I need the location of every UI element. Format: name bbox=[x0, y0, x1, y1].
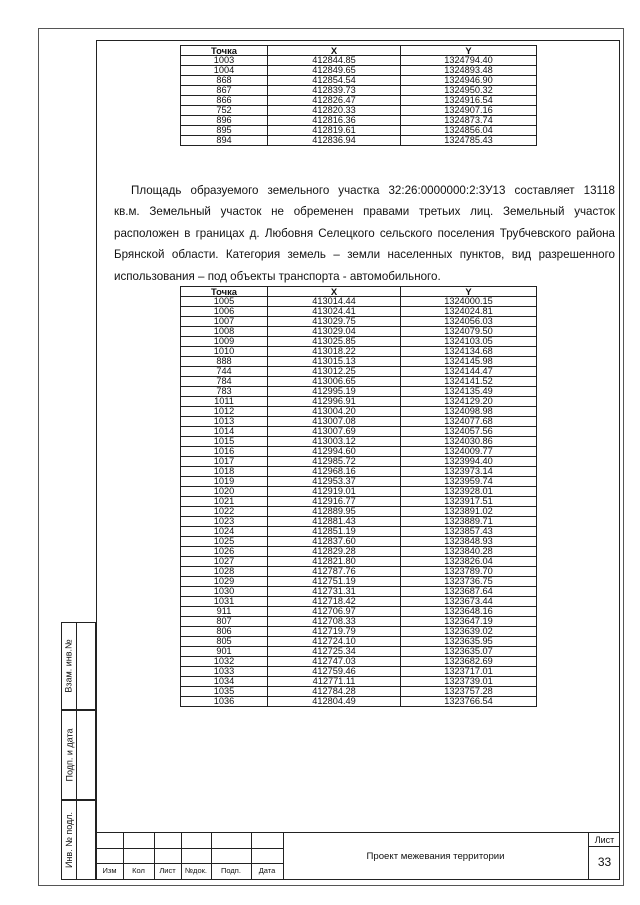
cell-point: 1013 bbox=[181, 417, 268, 427]
cell-x: 412816.36 bbox=[268, 116, 401, 126]
cell-y: 1323736.75 bbox=[401, 577, 537, 587]
cell-point: 1031 bbox=[181, 597, 268, 607]
cell-y: 1324079.50 bbox=[401, 327, 537, 337]
cell-point: 888 bbox=[181, 357, 268, 367]
cell-y: 1324907.16 bbox=[401, 106, 537, 116]
table-row bbox=[181, 567, 537, 577]
cell-x: 412836.94 bbox=[268, 136, 401, 146]
paragraph-line: кв.м. Земельный участок не обременен правами третьих лиц. Земельный участок bbox=[114, 205, 615, 219]
cell-point: 1010 bbox=[181, 347, 268, 357]
cell-x: 412747.03 bbox=[268, 657, 401, 667]
cell-point: 805 bbox=[181, 637, 268, 647]
cell-y: 1324129.20 bbox=[401, 397, 537, 407]
cell-x: 413025.85 bbox=[268, 337, 401, 347]
table-row bbox=[181, 307, 537, 317]
table-row bbox=[181, 136, 537, 146]
cell-x: 412751.19 bbox=[268, 577, 401, 587]
table-row bbox=[181, 317, 537, 327]
cell-x: 412968.16 bbox=[268, 467, 401, 477]
stamp-col-izm: Изм bbox=[102, 866, 117, 875]
cell-x: 412985.72 bbox=[268, 457, 401, 467]
cell-point: 807 bbox=[181, 617, 268, 627]
cell-point: 1024 bbox=[181, 527, 268, 537]
cell-point: 911 bbox=[181, 607, 268, 617]
table-row bbox=[181, 297, 537, 307]
cell-x: 412784.28 bbox=[268, 687, 401, 697]
cell-point: 783 bbox=[181, 387, 268, 397]
cell-x: 412719.79 bbox=[268, 627, 401, 637]
cell-x: 412881.43 bbox=[268, 517, 401, 527]
cell-point: 896 bbox=[181, 116, 268, 126]
table-row bbox=[181, 527, 537, 537]
cell-point: 1029 bbox=[181, 577, 268, 587]
cell-x: 412829.28 bbox=[268, 547, 401, 557]
cell-y: 1324000.15 bbox=[401, 297, 537, 307]
table-row bbox=[181, 577, 537, 587]
cell-point: 1014 bbox=[181, 427, 268, 437]
cell-point: 1017 bbox=[181, 457, 268, 467]
cell-x: 412787.76 bbox=[268, 567, 401, 577]
cell-point: 1008 bbox=[181, 327, 268, 337]
table-row bbox=[181, 517, 537, 527]
table-row bbox=[181, 327, 537, 337]
table-row bbox=[181, 697, 537, 707]
cell-x: 412994.60 bbox=[268, 447, 401, 457]
paragraph-line: расположен в границах д. Любовня Селецкого сельского поселения Трубчевского района bbox=[114, 226, 615, 240]
cell-point: 1015 bbox=[181, 437, 268, 447]
cell-point: 1036 bbox=[181, 697, 268, 707]
cell-x: 413012.25 bbox=[268, 367, 401, 377]
cell-y: 1324144.47 bbox=[401, 367, 537, 377]
cell-y: 1323757.28 bbox=[401, 687, 537, 697]
cell-y: 1323959.74 bbox=[401, 477, 537, 487]
cell-point: 1033 bbox=[181, 667, 268, 677]
cell-y: 1324024.81 bbox=[401, 307, 537, 317]
paragraph-line: Площадь образуемого земельного участка 32:26:0000000:2:3У13 составляет 13118 bbox=[131, 184, 615, 197]
cell-y: 1324893.48 bbox=[401, 66, 537, 76]
table-row bbox=[181, 597, 537, 607]
table-row bbox=[181, 657, 537, 667]
cell-y: 1323994.40 bbox=[401, 457, 537, 467]
cell-point: 867 bbox=[181, 86, 268, 96]
cell-point: 1007 bbox=[181, 317, 268, 327]
cell-x: 412706.97 bbox=[268, 607, 401, 617]
cell-point: 894 bbox=[181, 136, 268, 146]
cell-y: 1324056.03 bbox=[401, 317, 537, 327]
table-row bbox=[181, 427, 537, 437]
cell-x: 412839.73 bbox=[268, 86, 401, 96]
cell-y: 1323857.43 bbox=[401, 527, 537, 537]
cell-x: 413004.20 bbox=[268, 407, 401, 417]
cell-y: 1324946.90 bbox=[401, 76, 537, 86]
table-header-row bbox=[181, 46, 537, 56]
table-row bbox=[181, 56, 537, 66]
cell-y: 1323789.70 bbox=[401, 567, 537, 577]
paragraph-line: использования – под объекты транспорта - автомобильного. bbox=[114, 269, 441, 283]
cell-y: 1324145.98 bbox=[401, 357, 537, 367]
table-row bbox=[181, 66, 537, 76]
cell-x: 412851.19 bbox=[268, 527, 401, 537]
header-x: X bbox=[268, 46, 401, 56]
table-row bbox=[181, 397, 537, 407]
cell-x: 412854.54 bbox=[268, 76, 401, 86]
cell-y: 1324950.32 bbox=[401, 86, 537, 96]
cell-y: 1324916.54 bbox=[401, 96, 537, 106]
cell-x: 412731.31 bbox=[268, 587, 401, 597]
table-row bbox=[181, 447, 537, 457]
cell-y: 1323647.19 bbox=[401, 617, 537, 627]
side-label-podp: Подп. и дата bbox=[64, 728, 75, 782]
cell-x: 412826.47 bbox=[268, 96, 401, 106]
cell-y: 1324134.68 bbox=[401, 347, 537, 357]
cell-y: 1324057.56 bbox=[401, 427, 537, 437]
cell-y: 1324030.86 bbox=[401, 437, 537, 447]
cell-y: 1323635.07 bbox=[401, 647, 537, 657]
header-y: Y bbox=[401, 46, 537, 56]
side-field-original-inv bbox=[61, 800, 96, 880]
cell-point: 1006 bbox=[181, 307, 268, 317]
cell-x: 412837.60 bbox=[268, 537, 401, 547]
cell-x: 412821.80 bbox=[268, 557, 401, 567]
cell-point: 806 bbox=[181, 627, 268, 637]
cell-point: 1028 bbox=[181, 567, 268, 577]
table-row bbox=[181, 106, 537, 116]
cell-y: 1324103.05 bbox=[401, 337, 537, 347]
table-row bbox=[181, 677, 537, 687]
stamp-col-list: Лист bbox=[159, 866, 176, 875]
cell-point: 1003 bbox=[181, 56, 268, 66]
cell-y: 1324098.98 bbox=[401, 407, 537, 417]
title-block bbox=[96, 832, 620, 880]
cell-point: 1019 bbox=[181, 477, 268, 487]
table-row bbox=[181, 647, 537, 657]
cell-y: 1324141.52 bbox=[401, 377, 537, 387]
table-row bbox=[181, 357, 537, 367]
cell-y: 1324077.68 bbox=[401, 417, 537, 427]
parcel-description bbox=[114, 180, 615, 287]
table-row bbox=[181, 347, 537, 357]
cell-y: 1323717.01 bbox=[401, 667, 537, 677]
cell-x: 412708.33 bbox=[268, 617, 401, 627]
cell-x: 412724.10 bbox=[268, 637, 401, 647]
cell-point: 1032 bbox=[181, 657, 268, 667]
cell-y: 1323973.14 bbox=[401, 467, 537, 477]
cell-y: 1324794.40 bbox=[401, 56, 537, 66]
table-row bbox=[181, 417, 537, 427]
table-row bbox=[181, 457, 537, 467]
side-label-inv: Инв. № подл. bbox=[64, 811, 74, 869]
cell-point: 784 bbox=[181, 377, 268, 387]
table-row bbox=[181, 407, 537, 417]
cell-point: 1016 bbox=[181, 447, 268, 457]
table-row bbox=[181, 96, 537, 106]
table-row bbox=[181, 627, 537, 637]
cell-point: 1009 bbox=[181, 337, 268, 347]
coordinates-table-1 bbox=[180, 45, 537, 146]
table-row bbox=[181, 497, 537, 507]
table-row bbox=[181, 437, 537, 447]
table-row bbox=[181, 76, 537, 86]
table-row bbox=[181, 547, 537, 557]
sheet-number: 33 bbox=[597, 855, 612, 869]
cell-y: 1323891.02 bbox=[401, 507, 537, 517]
header-point: Точка bbox=[181, 46, 268, 56]
cell-point: 1030 bbox=[181, 587, 268, 597]
side-field-signature-date bbox=[61, 710, 96, 800]
table-row bbox=[181, 557, 537, 567]
cell-point: 752 bbox=[181, 106, 268, 116]
cell-point: 744 bbox=[181, 367, 268, 377]
cell-y: 1323673.44 bbox=[401, 597, 537, 607]
cell-point: 1018 bbox=[181, 467, 268, 477]
table-row bbox=[181, 377, 537, 387]
cell-point: 1004 bbox=[181, 66, 268, 76]
table-row bbox=[181, 477, 537, 487]
cell-x: 413003.12 bbox=[268, 437, 401, 447]
cell-y: 1324135.49 bbox=[401, 387, 537, 397]
header-point: Точка bbox=[181, 287, 268, 297]
table-row bbox=[181, 607, 537, 617]
cell-x: 412995.19 bbox=[268, 387, 401, 397]
cell-x: 412820.33 bbox=[268, 106, 401, 116]
cell-point: 1026 bbox=[181, 547, 268, 557]
cell-x: 412844.85 bbox=[268, 56, 401, 66]
cell-y: 1323840.28 bbox=[401, 547, 537, 557]
cell-point: 1005 bbox=[181, 297, 268, 307]
cell-y: 1323635.95 bbox=[401, 637, 537, 647]
cell-x: 412953.37 bbox=[268, 477, 401, 487]
cell-point: 1023 bbox=[181, 517, 268, 527]
stamp-col-data: Дата bbox=[258, 866, 276, 875]
table-row bbox=[181, 637, 537, 647]
cell-point: 1020 bbox=[181, 487, 268, 497]
cell-y: 1323766.54 bbox=[401, 697, 537, 707]
cell-x: 412725.34 bbox=[268, 647, 401, 657]
table-row bbox=[181, 487, 537, 497]
cell-point: 895 bbox=[181, 126, 268, 136]
cell-y: 1323682.69 bbox=[401, 657, 537, 667]
table-row bbox=[181, 387, 537, 397]
header-x: X bbox=[268, 287, 401, 297]
cell-x: 412759.46 bbox=[268, 667, 401, 677]
table-row bbox=[181, 617, 537, 627]
cell-y: 1323889.71 bbox=[401, 517, 537, 527]
cell-x: 413007.69 bbox=[268, 427, 401, 437]
cell-point: 1027 bbox=[181, 557, 268, 567]
cell-x: 412804.49 bbox=[268, 697, 401, 707]
table-row bbox=[181, 467, 537, 477]
cell-y: 1324785.43 bbox=[401, 136, 537, 146]
cell-point: 1011 bbox=[181, 397, 268, 407]
coordinates-table-2 bbox=[180, 286, 537, 707]
cell-x: 413006.65 bbox=[268, 377, 401, 387]
cell-x: 412771.11 bbox=[268, 677, 401, 687]
cell-point: 868 bbox=[181, 76, 268, 86]
table-row bbox=[181, 126, 537, 136]
table-row bbox=[181, 507, 537, 517]
stamp-col-ndok: №док. bbox=[185, 866, 207, 875]
table-row bbox=[181, 667, 537, 677]
table-row bbox=[181, 116, 537, 126]
cell-y: 1324009.77 bbox=[401, 447, 537, 457]
document-title: Проект межевания территории bbox=[366, 850, 505, 862]
cell-x: 413029.75 bbox=[268, 317, 401, 327]
table-row bbox=[181, 537, 537, 547]
cell-x: 412916.77 bbox=[268, 497, 401, 507]
cell-y: 1323687.64 bbox=[401, 587, 537, 597]
cell-y: 1323639.02 bbox=[401, 627, 537, 637]
cell-point: 901 bbox=[181, 647, 268, 657]
cell-y: 1323917.51 bbox=[401, 497, 537, 507]
sheet-label: Лист bbox=[594, 835, 615, 845]
cell-x: 412718.42 bbox=[268, 597, 401, 607]
cell-point: 1022 bbox=[181, 507, 268, 517]
cell-y: 1323648.16 bbox=[401, 607, 537, 617]
cell-x: 412919.01 bbox=[268, 487, 401, 497]
cell-x: 412849.65 bbox=[268, 66, 401, 76]
cell-x: 413014.44 bbox=[268, 297, 401, 307]
cell-y: 1323739.01 bbox=[401, 677, 537, 687]
table-row bbox=[181, 86, 537, 96]
cell-y: 1324873.74 bbox=[401, 116, 537, 126]
cell-point: 1034 bbox=[181, 677, 268, 687]
cell-point: 866 bbox=[181, 96, 268, 106]
stamp-col-kol: Кол bbox=[132, 866, 145, 875]
stamp-col-podp: Подп. bbox=[221, 866, 241, 875]
table-row bbox=[181, 587, 537, 597]
cell-point: 1025 bbox=[181, 537, 268, 547]
table-row bbox=[181, 337, 537, 347]
side-field-replacement-inv bbox=[61, 622, 96, 710]
cell-x: 413024.41 bbox=[268, 307, 401, 317]
cell-x: 412889.95 bbox=[268, 507, 401, 517]
cell-x: 412996.91 bbox=[268, 397, 401, 407]
cell-point: 1012 bbox=[181, 407, 268, 417]
table-row bbox=[181, 687, 537, 697]
cell-x: 413007.08 bbox=[268, 417, 401, 427]
cell-x: 413015.13 bbox=[268, 357, 401, 367]
cell-y: 1323848.93 bbox=[401, 537, 537, 547]
cell-y: 1323826.04 bbox=[401, 557, 537, 567]
header-y: Y bbox=[401, 287, 537, 297]
cell-y: 1324856.04 bbox=[401, 126, 537, 136]
cell-point: 1035 bbox=[181, 687, 268, 697]
side-label-vzam: Взам. инв.№ bbox=[64, 639, 75, 693]
cell-x: 413029.04 bbox=[268, 327, 401, 337]
cell-x: 413018.22 bbox=[268, 347, 401, 357]
cell-point: 1021 bbox=[181, 497, 268, 507]
cell-x: 412819.61 bbox=[268, 126, 401, 136]
table-row bbox=[181, 367, 537, 377]
paragraph-line: Брянской области. Категория земель – земли населенных пунктов, вид разрешенного bbox=[114, 248, 615, 262]
cell-y: 1323928.01 bbox=[401, 487, 537, 497]
table-header-row bbox=[181, 287, 537, 297]
